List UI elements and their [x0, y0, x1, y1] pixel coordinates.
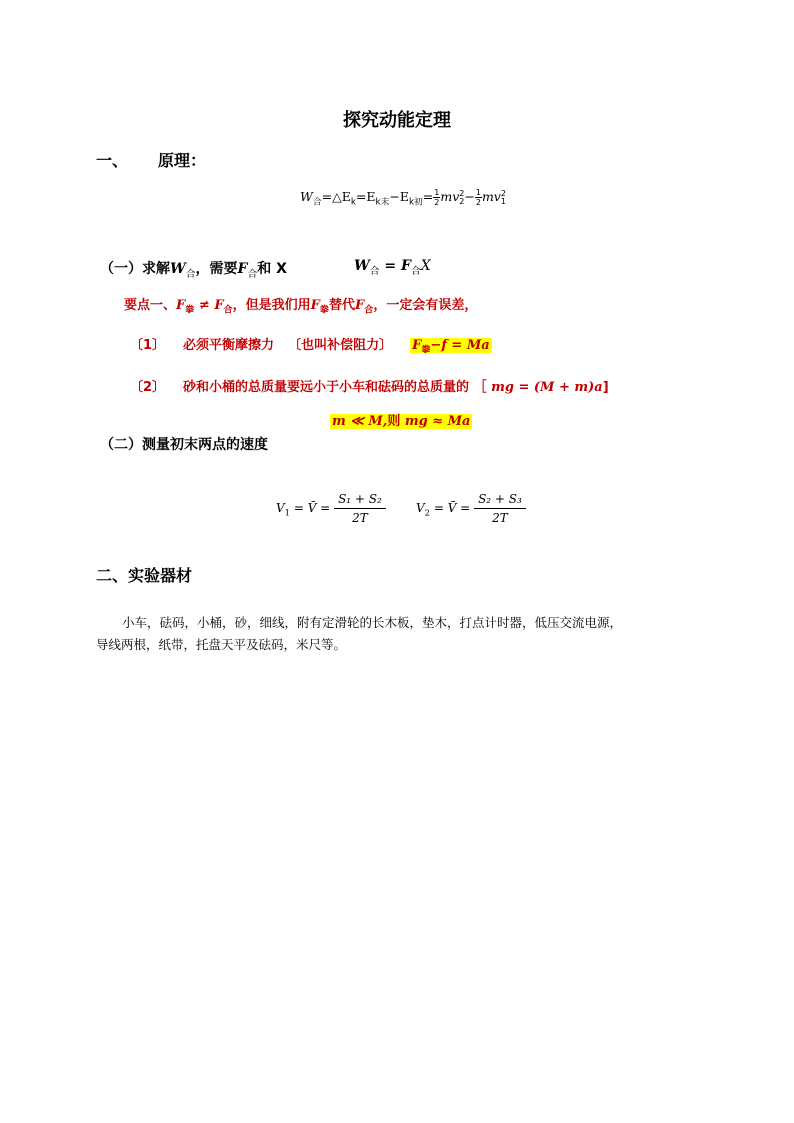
velocity-formula-1: $V_1$ = V̄ = $\frac{\text{S₁ + S₂}}{2T}$: [276, 492, 386, 525]
page-title: 探究动能定理: [343, 110, 451, 131]
velocity-fraction-1: $\frac{\text{S₁ + S₂}}{2T}$: [334, 492, 386, 525]
subsection1-heading: （一）求解$W_合$，需要$F_合$和 X: [100, 261, 287, 280]
velocity-fraction-2: $\frac{\text{S₂ + S₃}}{2T}$: [474, 492, 526, 525]
section1-heading: [96, 148, 206, 171]
approximation-formula: m ≪ M,则 mg ≈ Ma: [332, 414, 471, 429]
key-point-1: 要点一、$F_拳 \ne F_合$，但是我们用$F_拳$替代$F_合$，一定会有误差，: [124, 298, 478, 316]
item-1: 〔1〕 必须平衡摩擦力 〔也叫补偿阻力〕 $F_拳-f = Ma$: [130, 338, 490, 356]
section1-number: 一、: [96, 151, 129, 170]
equipment-line-2: 导线两根，纸带，托盘天平及砝码，米尺等。: [96, 637, 347, 652]
section2-heading: 二、实验器材: [96, 566, 193, 585]
velocity-formula-2: $V_2$ = V̄ = $\frac{\text{S₂ + S₃}}{2T}$: [416, 492, 526, 525]
work-energy-formula: $W_合=\triangle E_k=E_{k末}-E_{k初}=$ $\frac{1}{2}$ mv 2 2 − $\frac{1}{2}$ mv 2 1: [300, 188, 506, 208]
section1-label: 原理：: [158, 151, 207, 170]
formula-w: W: [300, 189, 313, 204]
item-2: 〔2〕 砂和小桶的总质量要远小于小车和砝码的总质量的 ［ mg = (M + m)a]: [130, 380, 609, 395]
balance-friction-formula: $F_拳-f = Ma$: [412, 338, 490, 356]
equipment-line-1: 小车，砝码，小桶，砂，细线，附有定滑轮的长木板，垫木，打点计时器，低压交流电源，: [122, 615, 623, 630]
subsection2-heading: （二）测量初末两点的速度: [100, 437, 268, 453]
fraction-half-2: $\frac{1}{2}$: [475, 188, 481, 207]
fraction-half-1: $\frac{1}{2}$: [434, 188, 440, 207]
equipment-paragraph: [96, 612, 622, 656]
subsection1-formula: $W_合 = F_合X$: [354, 258, 431, 277]
